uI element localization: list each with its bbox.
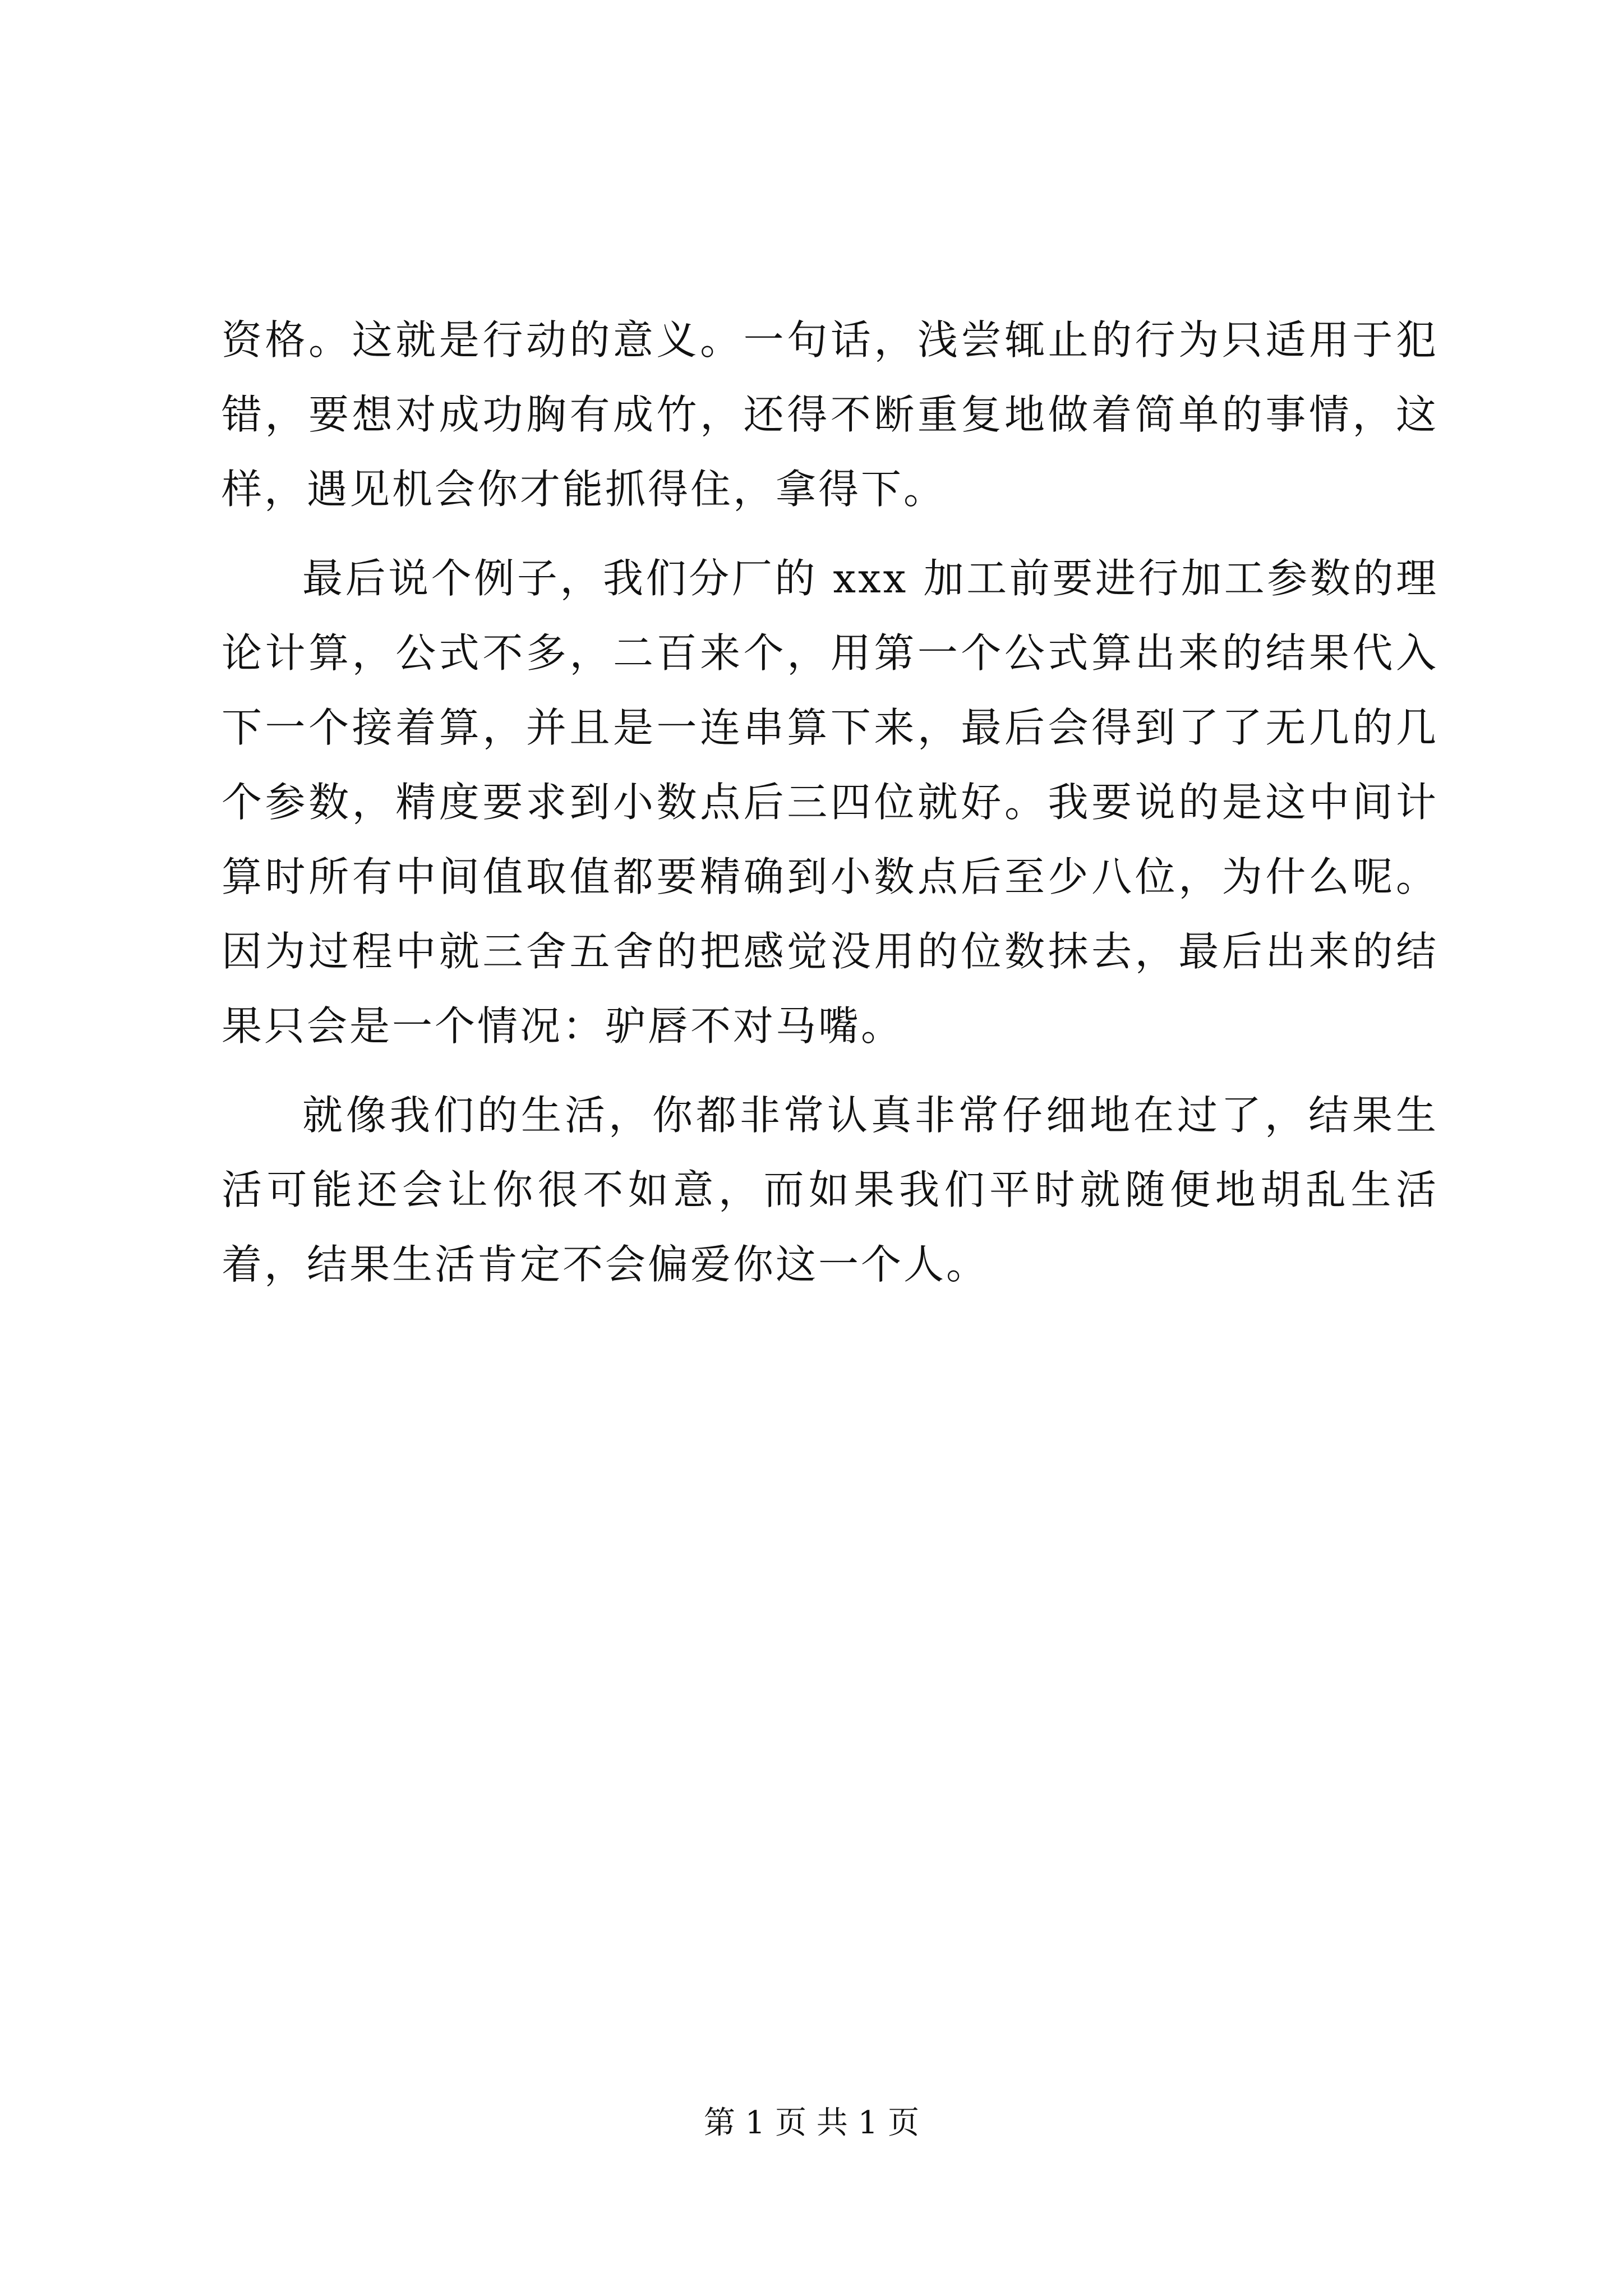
paragraph-1: 资格。这就是行动的意义。一句话，浅尝辄止的行为只适用于犯错，要想对成功胸有成竹，还得不断重复地做着简单的事情，这样，遇见机会你才能抓得住，拿得下。 (222, 316, 1438, 513)
paragraph-3: 就像我们的生活，你都非常认真非常仔细地在过了，结果生活可能还会让你很不如意，而如果我们平时就随便地胡乱生活着，结果生活肯定不会偏爱你这一个人。 (222, 1092, 1438, 1288)
page-footer: 第 1 页 共 1 页 (703, 2105, 920, 2141)
document-body (222, 303, 1438, 1302)
paragraph-2: 最后说个例子，我们分厂的 xxx 加工前要进行加工参数的理论计算，公式不多，二百来个，用第一个公式算出来的结果代入下一个接着算，并且是一连串算下来，最后会得到了了无几的几个参数，精度要求到小数点后三四位就好。我要说的是这中间计算时所有中间值取值都要精确到小数点后至少八位，为什么呢。因为过程中就三舍五舍的把感觉没用的位数抹去，最后出来的结果只会是一个情况：驴唇不对马嘴。 (222, 555, 1438, 1050)
